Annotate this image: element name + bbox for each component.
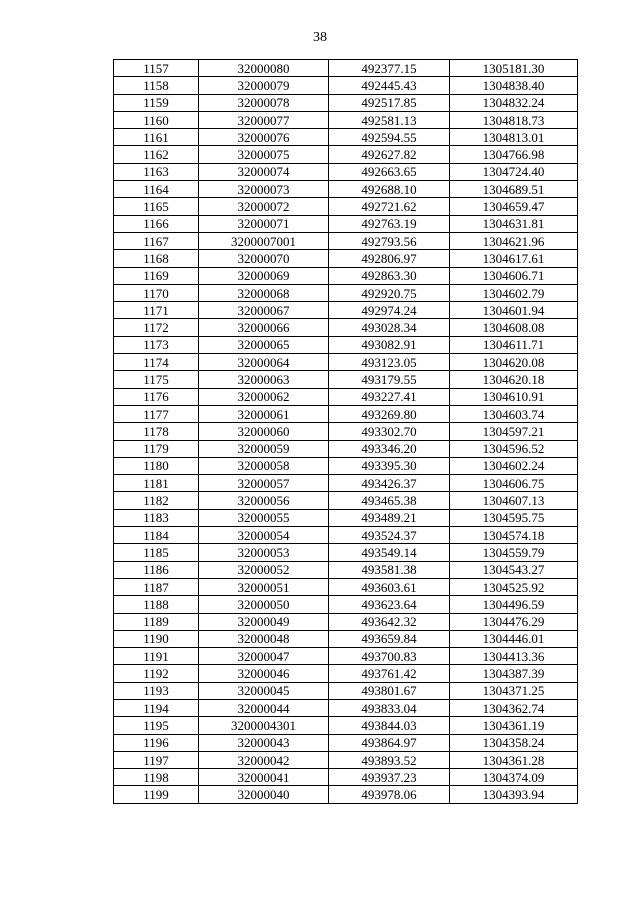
table-row	[114, 215, 578, 232]
table-row	[114, 146, 578, 163]
table-row	[114, 613, 578, 630]
y-coordinate-cell: 1304374.09	[450, 769, 578, 786]
point-number-cell: 1195	[114, 717, 199, 734]
y-coordinate-cell: 1304611.71	[450, 336, 578, 353]
point-id-cell: 32000058	[199, 457, 329, 474]
point-number-cell: 1180	[114, 457, 199, 474]
point-id-cell: 32000059	[199, 440, 329, 457]
table-row	[114, 181, 578, 198]
table-row	[114, 665, 578, 682]
x-coordinate-cell: 493549.14	[329, 544, 450, 561]
point-number-cell: 1198	[114, 769, 199, 786]
table-row	[114, 751, 578, 768]
y-coordinate-cell: 1304818.73	[450, 111, 578, 128]
table-row	[114, 336, 578, 353]
y-coordinate-cell: 1304631.81	[450, 215, 578, 232]
table-row	[114, 405, 578, 422]
point-number-cell: 1175	[114, 371, 199, 388]
point-id-cell: 3200004301	[199, 717, 329, 734]
point-id-cell: 32000056	[199, 492, 329, 509]
y-coordinate-cell: 1304602.79	[450, 284, 578, 301]
table-row	[114, 129, 578, 146]
y-coordinate-cell: 1304596.52	[450, 440, 578, 457]
x-coordinate-cell: 492377.15	[329, 60, 450, 77]
point-id-cell: 32000069	[199, 267, 329, 284]
point-number-cell: 1185	[114, 544, 199, 561]
point-number-cell: 1173	[114, 336, 199, 353]
point-number-cell: 1158	[114, 77, 199, 94]
point-number-cell: 1189	[114, 613, 199, 630]
x-coordinate-cell: 492688.10	[329, 181, 450, 198]
point-id-cell: 32000048	[199, 630, 329, 647]
point-id-cell: 32000047	[199, 648, 329, 665]
point-id-cell: 32000075	[199, 146, 329, 163]
point-number-cell: 1178	[114, 423, 199, 440]
point-id-cell: 32000055	[199, 509, 329, 526]
point-number-cell: 1197	[114, 751, 199, 768]
point-number-cell: 1162	[114, 146, 199, 163]
x-coordinate-cell: 492793.56	[329, 232, 450, 249]
y-coordinate-cell: 1304659.47	[450, 198, 578, 215]
x-coordinate-cell: 492920.75	[329, 284, 450, 301]
y-coordinate-cell: 1304358.24	[450, 734, 578, 751]
point-id-cell: 32000061	[199, 405, 329, 422]
table-row	[114, 319, 578, 336]
point-number-cell: 1199	[114, 786, 199, 803]
point-id-cell: 32000049	[199, 613, 329, 630]
table-row	[114, 509, 578, 526]
point-number-cell: 1174	[114, 354, 199, 371]
table-row	[114, 786, 578, 803]
y-coordinate-cell: 1304766.98	[450, 146, 578, 163]
y-coordinate-cell: 1304813.01	[450, 129, 578, 146]
table-row	[114, 440, 578, 457]
table-row	[114, 94, 578, 111]
y-coordinate-cell: 1304597.21	[450, 423, 578, 440]
point-number-cell: 1184	[114, 527, 199, 544]
x-coordinate-cell: 493761.42	[329, 665, 450, 682]
y-coordinate-cell: 1304601.94	[450, 302, 578, 319]
point-number-cell: 1194	[114, 699, 199, 716]
table-row	[114, 198, 578, 215]
table-row	[114, 699, 578, 716]
table-row	[114, 60, 578, 77]
x-coordinate-cell: 493227.41	[329, 388, 450, 405]
point-id-cell: 32000078	[199, 94, 329, 111]
y-coordinate-cell: 1304689.51	[450, 181, 578, 198]
y-coordinate-cell: 1304595.75	[450, 509, 578, 526]
x-coordinate-cell: 493700.83	[329, 648, 450, 665]
point-id-cell: 32000046	[199, 665, 329, 682]
x-coordinate-cell: 493864.97	[329, 734, 450, 751]
x-coordinate-cell: 492581.13	[329, 111, 450, 128]
x-coordinate-cell: 492721.62	[329, 198, 450, 215]
y-coordinate-cell: 1304724.40	[450, 163, 578, 180]
y-coordinate-cell: 1305181.30	[450, 60, 578, 77]
y-coordinate-cell: 1304476.29	[450, 613, 578, 630]
point-number-cell: 1183	[114, 509, 199, 526]
point-number-cell: 1181	[114, 475, 199, 492]
y-coordinate-cell: 1304838.40	[450, 77, 578, 94]
table-row	[114, 388, 578, 405]
coordinates-table-body	[114, 60, 578, 804]
y-coordinate-cell: 1304610.91	[450, 388, 578, 405]
point-id-cell: 32000076	[199, 129, 329, 146]
point-id-cell: 32000073	[199, 181, 329, 198]
x-coordinate-cell: 493603.61	[329, 578, 450, 595]
y-coordinate-cell: 1304559.79	[450, 544, 578, 561]
table-row	[114, 682, 578, 699]
table-row	[114, 578, 578, 595]
point-number-cell: 1168	[114, 250, 199, 267]
point-id-cell: 32000068	[199, 284, 329, 301]
point-id-cell: 32000050	[199, 596, 329, 613]
point-number-cell: 1191	[114, 648, 199, 665]
point-id-cell: 32000040	[199, 786, 329, 803]
table-row	[114, 648, 578, 665]
x-coordinate-cell: 493028.34	[329, 319, 450, 336]
point-number-cell: 1172	[114, 319, 199, 336]
point-id-cell: 32000079	[199, 77, 329, 94]
point-id-cell: 32000053	[199, 544, 329, 561]
y-coordinate-cell: 1304620.18	[450, 371, 578, 388]
point-number-cell: 1188	[114, 596, 199, 613]
point-number-cell: 1196	[114, 734, 199, 751]
y-coordinate-cell: 1304603.74	[450, 405, 578, 422]
x-coordinate-cell: 493801.67	[329, 682, 450, 699]
x-coordinate-cell: 493524.37	[329, 527, 450, 544]
point-id-cell: 32000066	[199, 319, 329, 336]
y-coordinate-cell: 1304413.36	[450, 648, 578, 665]
y-coordinate-cell: 1304606.75	[450, 475, 578, 492]
y-coordinate-cell: 1304620.08	[450, 354, 578, 371]
point-id-cell: 32000044	[199, 699, 329, 716]
x-coordinate-cell: 492517.85	[329, 94, 450, 111]
point-id-cell: 32000070	[199, 250, 329, 267]
y-coordinate-cell: 1304496.59	[450, 596, 578, 613]
y-coordinate-cell: 1304525.92	[450, 578, 578, 595]
table-row	[114, 457, 578, 474]
x-coordinate-cell: 493937.23	[329, 769, 450, 786]
table-row	[114, 769, 578, 786]
table-row	[114, 267, 578, 284]
x-coordinate-cell: 492974.24	[329, 302, 450, 319]
x-coordinate-cell: 493123.05	[329, 354, 450, 371]
point-id-cell: 32000072	[199, 198, 329, 215]
point-number-cell: 1164	[114, 181, 199, 198]
page-number: 38	[313, 30, 327, 45]
x-coordinate-cell: 493465.38	[329, 492, 450, 509]
point-number-cell: 1182	[114, 492, 199, 509]
x-coordinate-cell: 493581.38	[329, 561, 450, 578]
x-coordinate-cell: 492863.30	[329, 267, 450, 284]
point-id-cell: 32000067	[199, 302, 329, 319]
point-id-cell: 32000054	[199, 527, 329, 544]
point-number-cell: 1176	[114, 388, 199, 405]
x-coordinate-cell: 492445.43	[329, 77, 450, 94]
y-coordinate-cell: 1304602.24	[450, 457, 578, 474]
point-number-cell: 1170	[114, 284, 199, 301]
point-id-cell: 3200007001	[199, 232, 329, 249]
point-number-cell: 1159	[114, 94, 199, 111]
table-row	[114, 302, 578, 319]
table-row	[114, 717, 578, 734]
point-number-cell: 1165	[114, 198, 199, 215]
x-coordinate-cell: 493623.64	[329, 596, 450, 613]
point-number-cell: 1167	[114, 232, 199, 249]
point-id-cell: 32000077	[199, 111, 329, 128]
y-coordinate-cell: 1304361.19	[450, 717, 578, 734]
table-row	[114, 354, 578, 371]
y-coordinate-cell: 1304607.13	[450, 492, 578, 509]
point-id-cell: 32000042	[199, 751, 329, 768]
point-id-cell: 32000065	[199, 336, 329, 353]
coordinates-table	[113, 59, 578, 804]
y-coordinate-cell: 1304361.28	[450, 751, 578, 768]
point-number-cell: 1186	[114, 561, 199, 578]
table-row	[114, 544, 578, 561]
table-row	[114, 163, 578, 180]
point-number-cell: 1160	[114, 111, 199, 128]
y-coordinate-cell: 1304621.96	[450, 232, 578, 249]
x-coordinate-cell: 493642.32	[329, 613, 450, 630]
table-row	[114, 77, 578, 94]
y-coordinate-cell: 1304574.18	[450, 527, 578, 544]
point-id-cell: 32000043	[199, 734, 329, 751]
table-row	[114, 527, 578, 544]
point-number-cell: 1157	[114, 60, 199, 77]
y-coordinate-cell: 1304446.01	[450, 630, 578, 647]
x-coordinate-cell: 492806.97	[329, 250, 450, 267]
point-id-cell: 32000045	[199, 682, 329, 699]
x-coordinate-cell: 493833.04	[329, 699, 450, 716]
x-coordinate-cell: 493082.91	[329, 336, 450, 353]
x-coordinate-cell: 493426.37	[329, 475, 450, 492]
x-coordinate-cell: 493659.84	[329, 630, 450, 647]
x-coordinate-cell: 493489.21	[329, 509, 450, 526]
x-coordinate-cell: 492627.82	[329, 146, 450, 163]
point-number-cell: 1163	[114, 163, 199, 180]
point-number-cell: 1169	[114, 267, 199, 284]
point-id-cell: 32000051	[199, 578, 329, 595]
table-row	[114, 250, 578, 267]
table-row	[114, 630, 578, 647]
table-row	[114, 475, 578, 492]
point-number-cell: 1187	[114, 578, 199, 595]
x-coordinate-cell: 493395.30	[329, 457, 450, 474]
table-row	[114, 371, 578, 388]
x-coordinate-cell: 492594.55	[329, 129, 450, 146]
point-number-cell: 1166	[114, 215, 199, 232]
x-coordinate-cell: 493346.20	[329, 440, 450, 457]
point-number-cell: 1161	[114, 129, 199, 146]
point-id-cell: 32000041	[199, 769, 329, 786]
point-id-cell: 32000080	[199, 60, 329, 77]
point-id-cell: 32000052	[199, 561, 329, 578]
point-id-cell: 32000074	[199, 163, 329, 180]
point-id-cell: 32000063	[199, 371, 329, 388]
table-row	[114, 111, 578, 128]
y-coordinate-cell: 1304371.25	[450, 682, 578, 699]
y-coordinate-cell: 1304608.08	[450, 319, 578, 336]
point-number-cell: 1192	[114, 665, 199, 682]
point-id-cell: 32000064	[199, 354, 329, 371]
y-coordinate-cell: 1304606.71	[450, 267, 578, 284]
y-coordinate-cell: 1304832.24	[450, 94, 578, 111]
point-number-cell: 1177	[114, 405, 199, 422]
point-number-cell: 1171	[114, 302, 199, 319]
point-id-cell: 32000071	[199, 215, 329, 232]
x-coordinate-cell: 493893.52	[329, 751, 450, 768]
x-coordinate-cell: 493179.55	[329, 371, 450, 388]
x-coordinate-cell: 493844.03	[329, 717, 450, 734]
table-row	[114, 596, 578, 613]
table-row	[114, 423, 578, 440]
table-row	[114, 734, 578, 751]
point-id-cell: 32000060	[199, 423, 329, 440]
y-coordinate-cell: 1304393.94	[450, 786, 578, 803]
y-coordinate-cell: 1304617.61	[450, 250, 578, 267]
x-coordinate-cell: 492763.19	[329, 215, 450, 232]
x-coordinate-cell: 493302.70	[329, 423, 450, 440]
y-coordinate-cell: 1304387.39	[450, 665, 578, 682]
point-id-cell: 32000062	[199, 388, 329, 405]
table-row	[114, 492, 578, 509]
table-row	[114, 284, 578, 301]
point-id-cell: 32000057	[199, 475, 329, 492]
y-coordinate-cell: 1304543.27	[450, 561, 578, 578]
y-coordinate-cell: 1304362.74	[450, 699, 578, 716]
x-coordinate-cell: 493269.80	[329, 405, 450, 422]
table-row	[114, 561, 578, 578]
point-number-cell: 1190	[114, 630, 199, 647]
x-coordinate-cell: 493978.06	[329, 786, 450, 803]
x-coordinate-cell: 492663.65	[329, 163, 450, 180]
point-number-cell: 1193	[114, 682, 199, 699]
table-row	[114, 232, 578, 249]
point-number-cell: 1179	[114, 440, 199, 457]
